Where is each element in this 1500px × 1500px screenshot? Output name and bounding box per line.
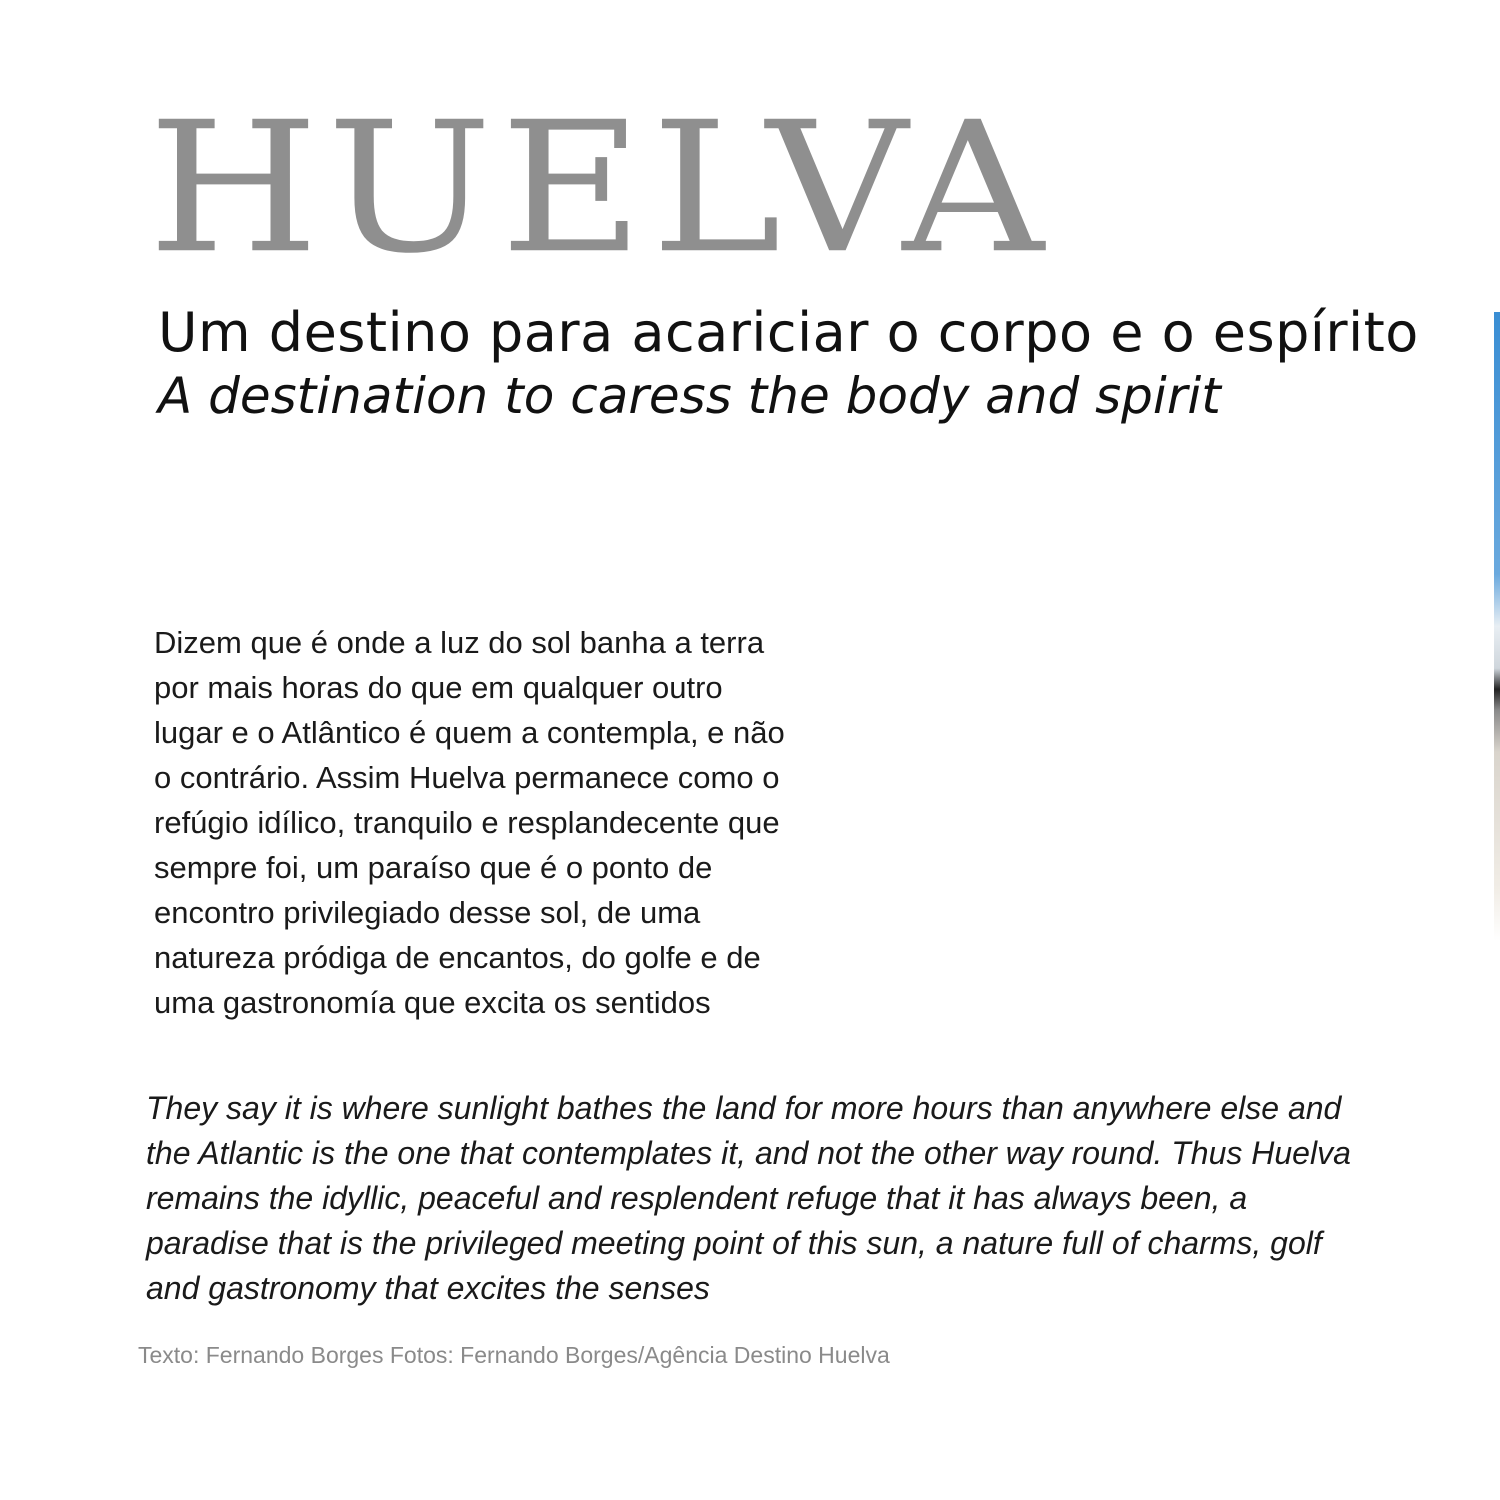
adjacent-photo-edge bbox=[1494, 312, 1500, 1360]
photo-credits: Texto: Fernando Borges Fotos: Fernando Borges/Agência Destino Huelva bbox=[138, 1342, 890, 1368]
subtitle-portuguese: Um destino para acariciar o corpo e o espírito bbox=[158, 301, 1419, 364]
body-text-portuguese: Dizem que é onde a luz do sol banha a terra por mais horas do que em qualquer outro lugar e o Atlântico é quem a contempla, e não o contrário. Assim Huelva permanece como o refúgio idílico, tranquilo e resplandecente que sempre foi, um paraíso que é o ponto de encontro privilegiado desse sol, de uma natureza pródiga de encantos, do golfe e de uma gastronomía que excita os sentidos bbox=[154, 625, 785, 1020]
subtitle-english: A destination to caress the body and spirit bbox=[158, 367, 1221, 425]
body-text-english: They say it is where sunlight bathes the land for more hours than anywhere else and the Atlantic is the one that contemplates it, and not the other way round. Thus Huelva remains the idyllic, peaceful and resplendent refuge that it has always been, a paradise that is the privileged meeting point of this sun, a nature full of charms, golf and gastronomy that excites the senses bbox=[146, 1090, 1351, 1306]
page-title: HUELVA bbox=[148, 83, 1052, 294]
